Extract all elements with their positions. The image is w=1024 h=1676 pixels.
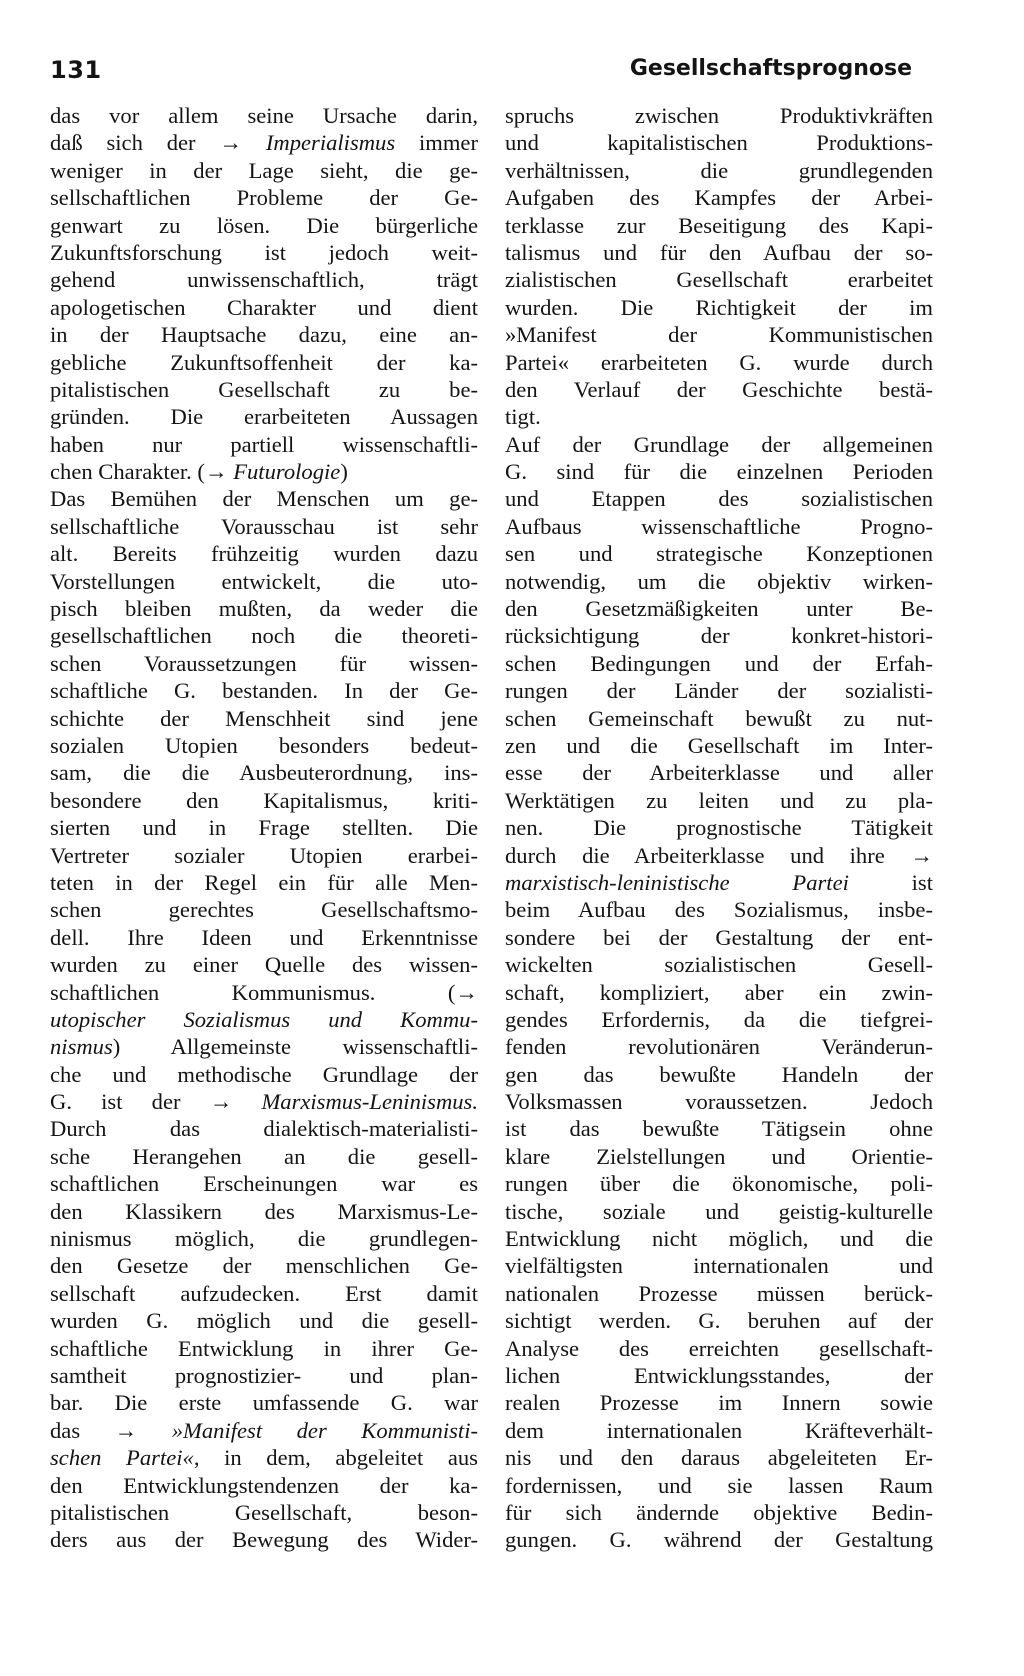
text-segment: nationalen Prozesse müssen berück-	[505, 1280, 933, 1306]
text-segment: immer	[395, 130, 478, 156]
text-line	[50, 157, 478, 184]
text-line	[50, 376, 478, 403]
text-segment: Analyse des erreichten gesellschaft-	[505, 1335, 933, 1361]
text-line	[505, 787, 933, 814]
text-line	[50, 622, 478, 649]
text-segment: G. sind für die einzelnen Perioden	[505, 459, 933, 485]
text-segment: den Gesetze der menschlichen Ge-	[50, 1253, 478, 1279]
text-line	[50, 239, 478, 266]
text-line	[50, 1444, 478, 1471]
text-line	[505, 677, 933, 704]
running-head: Gesellschaftsprognose	[629, 56, 912, 81]
text-line	[50, 650, 478, 677]
left-text-column	[50, 102, 478, 1554]
page-header	[50, 56, 912, 90]
text-segment: sellschaft aufzudecken. Erst damit	[50, 1280, 478, 1306]
text-line	[505, 349, 933, 376]
text-segment: sche Herangehen an die gesell-	[50, 1143, 478, 1169]
text-line	[50, 1417, 478, 1444]
text-line	[50, 1170, 478, 1197]
text-segment: rungen über die ökonomische, poli-	[505, 1171, 933, 1197]
text-segment: spruchs zwischen Produktivkräften	[505, 103, 933, 128]
text-line	[50, 1389, 478, 1416]
text-segment: ) Allgemeinste wissenschaftli-	[112, 1034, 478, 1060]
text-line	[50, 1526, 478, 1553]
text-segment: genwart zu lösen. Die bürgerliche	[50, 212, 478, 238]
text-line	[50, 266, 478, 293]
page-number: 131	[50, 56, 102, 84]
cross-reference-text: utopischer Sozialismus und Kommu-	[50, 1006, 478, 1032]
text-segment: gehend unwissenschaftlich, trägt	[50, 267, 478, 293]
text-line	[50, 1362, 478, 1389]
text-segment: Entwicklung nicht möglich, und die	[505, 1226, 933, 1252]
text-segment: schaft, kompliziert, aber ein zwin-	[505, 979, 933, 1005]
text-line	[505, 1417, 933, 1444]
text-segment: schaftlichen Kommunismus. (→	[50, 979, 478, 1005]
text-segment: verhältnissen, die grundlegenden	[505, 157, 933, 183]
text-line	[50, 102, 478, 129]
text-segment: schaftliche Entwicklung in ihrer Ge-	[50, 1335, 478, 1361]
text-segment: notwendig, um die objektiv wirken-	[505, 568, 933, 594]
text-line	[50, 1006, 478, 1033]
text-line	[505, 924, 933, 951]
text-segment: dell. Ihre Ideen und Erkenntnisse	[50, 924, 478, 950]
text-segment: pitalistischen Gesellschaft, beson-	[50, 1499, 478, 1525]
text-segment: , in dem, abgeleitet aus	[193, 1445, 478, 1471]
text-segment: rungen der Länder der sozialisti-	[505, 678, 933, 704]
text-line	[50, 1307, 478, 1334]
text-segment: fordernissen, und sie lassen Raum	[505, 1472, 933, 1498]
text-line	[50, 1115, 478, 1142]
text-segment: haben nur partiell wissenschaftli-	[50, 431, 478, 457]
text-segment: und Etappen des sozialistischen	[505, 486, 933, 512]
text-segment: besondere den Kapitalismus, kriti-	[50, 787, 478, 813]
text-segment: tische, soziale und geistig-kulturelle	[505, 1198, 933, 1224]
text-segment: fenden revolutionären Veränderun-	[505, 1034, 933, 1060]
text-line	[505, 1389, 933, 1416]
cross-reference-text: nismus	[50, 1034, 113, 1060]
text-line	[50, 212, 478, 239]
text-line	[505, 842, 933, 869]
text-line	[505, 1280, 933, 1307]
text-segment: und kapitalistischen Produktions-	[505, 130, 933, 156]
text-segment: weniger in der Lage sieht, die ge-	[50, 157, 478, 183]
text-segment: schichte der Menschheit sind jene	[50, 705, 478, 731]
text-segment: daß sich der →	[50, 130, 266, 156]
text-segment: Das Bemühen der Menschen um ge-	[50, 486, 478, 512]
text-segment: sellschaftliche Vorausschau ist sehr	[50, 513, 478, 539]
text-segment: lichen Entwicklungsstandes, der	[505, 1362, 933, 1388]
text-line	[505, 1252, 933, 1279]
text-segment: apologetischen Charakter und dient	[50, 294, 478, 320]
text-line	[50, 842, 478, 869]
text-segment: rücksichtigung der konkret-histori-	[505, 623, 933, 649]
text-segment: Durch das dialektisch-materialisti-	[50, 1116, 478, 1142]
text-segment: sen und strategische Konzeptionen	[505, 541, 933, 567]
text-line	[50, 1252, 478, 1279]
text-segment: sondere bei der Gestaltung der ent-	[505, 924, 933, 950]
text-line	[505, 1115, 933, 1142]
text-line	[50, 1499, 478, 1526]
text-segment: gesellschaftlichen noch die theoreti-	[50, 623, 478, 649]
text-line	[505, 1225, 933, 1252]
text-line	[50, 951, 478, 978]
text-segment: Aufgaben des Kampfes der Arbei-	[505, 185, 933, 211]
text-line	[505, 568, 933, 595]
text-segment: wurden. Die Richtigkeit der im	[505, 294, 933, 320]
text-segment: klare Zielstellungen und Orientie-	[505, 1143, 933, 1169]
text-segment: das →	[50, 1417, 172, 1443]
text-segment: wurden G. möglich und die gesell-	[50, 1308, 478, 1334]
text-line	[50, 431, 478, 458]
text-segment: chen Charakter. (→	[50, 459, 234, 485]
text-segment: )	[340, 459, 348, 485]
text-segment: ninismus möglich, die grundlegen-	[50, 1226, 478, 1252]
text-line	[505, 184, 933, 211]
text-segment: schaftlichen Erscheinungen war es	[50, 1171, 478, 1197]
text-line	[50, 403, 478, 430]
text-line	[505, 212, 933, 239]
text-line	[505, 1198, 933, 1225]
text-line	[50, 294, 478, 321]
text-segment: nis und den daraus abgeleiteten Er-	[505, 1445, 933, 1471]
text-segment: alt. Bereits frühzeitig wurden dazu	[50, 541, 478, 567]
text-segment: zialistischen Gesellschaft erarbeitet	[505, 267, 933, 293]
text-segment: Aufbaus wissenschaftliche Progno-	[505, 513, 933, 539]
text-segment: zen und die Gesellschaft im Inter-	[505, 732, 933, 758]
text-line	[50, 869, 478, 896]
text-segment: vielfältigsten internationalen und	[505, 1253, 933, 1279]
text-segment: ist das bewußte Tätigsein ohne	[505, 1116, 933, 1142]
text-segment: wurden zu einer Quelle des wissen-	[50, 952, 478, 978]
text-line	[50, 979, 478, 1006]
text-segment: den Gesetzmäßigkeiten unter Be-	[505, 596, 933, 622]
text-line	[505, 239, 933, 266]
text-line	[50, 787, 478, 814]
text-line	[505, 403, 933, 430]
text-segment: Vertreter sozialer Utopien erarbei-	[50, 842, 478, 868]
text-line	[505, 157, 933, 184]
text-segment: sichtigt werden. G. beruhen auf der	[505, 1308, 933, 1334]
text-line	[505, 266, 933, 293]
text-segment: Partei« erarbeiteten G. wurde durch	[505, 349, 933, 375]
text-segment: ist	[848, 869, 933, 895]
text-segment: Werktätigen zu leiten und zu pla-	[505, 787, 933, 813]
text-segment: gungen. G. während der Gestaltung	[505, 1527, 933, 1553]
text-line	[50, 1061, 478, 1088]
text-line	[50, 1088, 478, 1115]
text-line	[505, 1526, 933, 1553]
text-segment: das vor allem seine Ursache darin,	[50, 103, 478, 128]
text-segment: durch die Arbeiterklasse und ihre →	[505, 842, 933, 868]
text-line	[505, 622, 933, 649]
text-segment: bar. Die erste umfassende G. war	[50, 1390, 478, 1416]
text-line	[505, 1472, 933, 1499]
text-segment: terklasse zur Beseitigung des Kapi-	[505, 212, 933, 238]
text-line	[505, 485, 933, 512]
text-line	[505, 705, 933, 732]
text-segment: nen. Die prognostische Tätigkeit	[505, 815, 933, 841]
text-segment: in der Hauptsache dazu, eine an-	[50, 322, 478, 348]
text-line	[50, 1225, 478, 1252]
text-segment: Zukunftsforschung ist jedoch weit-	[50, 239, 478, 265]
text-segment: sozialen Utopien besonders bedeut-	[50, 732, 478, 758]
text-segment: den Verlauf der Geschichte bestä-	[505, 376, 933, 402]
text-line	[50, 759, 478, 786]
text-line	[50, 540, 478, 567]
text-segment: ders aus der Bewegung des Wider-	[50, 1527, 478, 1553]
text-line	[505, 458, 933, 485]
text-line	[50, 458, 478, 485]
text-line	[505, 595, 933, 622]
text-line	[50, 1472, 478, 1499]
right-text-column	[505, 102, 933, 1554]
text-line	[505, 1170, 933, 1197]
text-line	[505, 896, 933, 923]
text-segment: che und methodische Grundlage der	[50, 1061, 478, 1087]
text-line	[50, 677, 478, 704]
text-segment: teten in der Regel ein für alle Men-	[50, 869, 478, 895]
text-segment: gen das bewußte Handeln der	[505, 1061, 933, 1087]
text-segment: realen Prozesse im Innern sowie	[505, 1390, 933, 1416]
text-segment: dem internationalen Kräfteverhält-	[505, 1417, 933, 1443]
text-line	[505, 540, 933, 567]
text-segment: gendes Erfordernis, da die tiefgrei-	[505, 1006, 933, 1032]
text-segment: schen gerechtes Gesellschaftsmo-	[50, 897, 478, 923]
text-segment: esse der Arbeiterklasse und aller	[505, 760, 933, 786]
text-line	[50, 705, 478, 732]
text-line	[505, 1143, 933, 1170]
text-line	[50, 896, 478, 923]
text-line	[50, 732, 478, 759]
text-line	[50, 513, 478, 540]
text-segment: sellschaftlichen Probleme der Ge-	[50, 185, 478, 211]
text-line	[505, 1444, 933, 1471]
text-segment: G. ist der →	[50, 1089, 262, 1115]
text-segment: den Klassikern des Marxismus-Le-	[50, 1198, 478, 1224]
text-line	[50, 595, 478, 622]
text-segment: samtheit prognostizier- und plan-	[50, 1362, 478, 1388]
text-line	[505, 869, 933, 896]
text-line	[505, 759, 933, 786]
text-segment: Vorstellungen entwickelt, die uto-	[50, 568, 478, 594]
text-line	[505, 814, 933, 841]
text-line	[505, 513, 933, 540]
text-line	[50, 321, 478, 348]
text-line	[505, 979, 933, 1006]
text-segment: pisch bleiben mußten, da weder die	[50, 596, 478, 622]
text-line	[50, 924, 478, 951]
text-line	[50, 1335, 478, 1362]
cross-reference-text: schen Partei«	[50, 1445, 194, 1471]
text-line	[50, 349, 478, 376]
text-line	[505, 1499, 933, 1526]
text-line	[505, 1061, 933, 1088]
text-segment: sierten und in Frage stellten. Die	[50, 815, 478, 841]
text-line	[505, 294, 933, 321]
cross-reference-text: Futurologie	[233, 459, 341, 485]
text-line	[50, 184, 478, 211]
text-line	[50, 1280, 478, 1307]
text-line	[50, 814, 478, 841]
text-line	[50, 1198, 478, 1225]
text-line	[505, 1307, 933, 1334]
text-segment: sam, die die Ausbeuterordnung, ins-	[50, 760, 478, 786]
text-segment: wickelten sozialistischen Gesell-	[505, 952, 933, 978]
text-line	[505, 1006, 933, 1033]
text-line	[505, 1033, 933, 1060]
cross-reference-text: marxistisch-leninistische Partei	[505, 869, 849, 895]
cross-reference-text: Marxismus-Leninismus.	[261, 1089, 478, 1115]
text-segment: schen Voraussetzungen für wissen-	[50, 650, 478, 676]
text-segment: beim Aufbau des Sozialismus, insbe-	[505, 897, 933, 923]
text-line	[50, 568, 478, 595]
cross-reference-text: Imperialismus	[265, 130, 396, 156]
text-line	[505, 321, 933, 348]
text-line	[505, 129, 933, 156]
text-line	[505, 431, 933, 458]
text-segment: tigt.	[505, 404, 541, 430]
text-line	[505, 102, 933, 129]
text-segment: pitalistischen Gesellschaft zu be-	[50, 376, 478, 402]
text-segment: »Manifest der Kommunistischen	[505, 322, 933, 348]
text-line	[50, 129, 478, 156]
cross-reference-text: »Manifest der Kommunisti-	[171, 1417, 478, 1443]
text-segment: gründen. Die erarbeiteten Aussagen	[50, 404, 478, 430]
text-segment: talismus und für den Aufbau der so-	[505, 239, 933, 265]
text-line	[50, 1033, 478, 1060]
text-line	[50, 485, 478, 512]
text-line	[505, 1362, 933, 1389]
text-line	[505, 1088, 933, 1115]
text-line	[505, 951, 933, 978]
text-segment: schen Gemeinschaft bewußt zu nut-	[505, 705, 933, 731]
text-segment: schen Bedingungen und der Erfah-	[505, 650, 933, 676]
text-segment: den Entwicklungstendenzen der ka-	[50, 1472, 478, 1498]
text-segment: für sich ändernde objektive Bedin-	[505, 1499, 933, 1525]
text-line	[505, 732, 933, 759]
text-line	[505, 1335, 933, 1362]
text-line	[505, 650, 933, 677]
text-segment: gebliche Zukunftsoffenheit der ka-	[50, 349, 478, 375]
text-segment: schaftliche G. bestanden. In der Ge-	[50, 678, 478, 704]
text-segment: Volksmassen voraussetzen. Jedoch	[505, 1089, 933, 1115]
text-line	[505, 376, 933, 403]
text-line	[50, 1143, 478, 1170]
text-segment: Auf der Grundlage der allgemeinen	[505, 431, 933, 457]
